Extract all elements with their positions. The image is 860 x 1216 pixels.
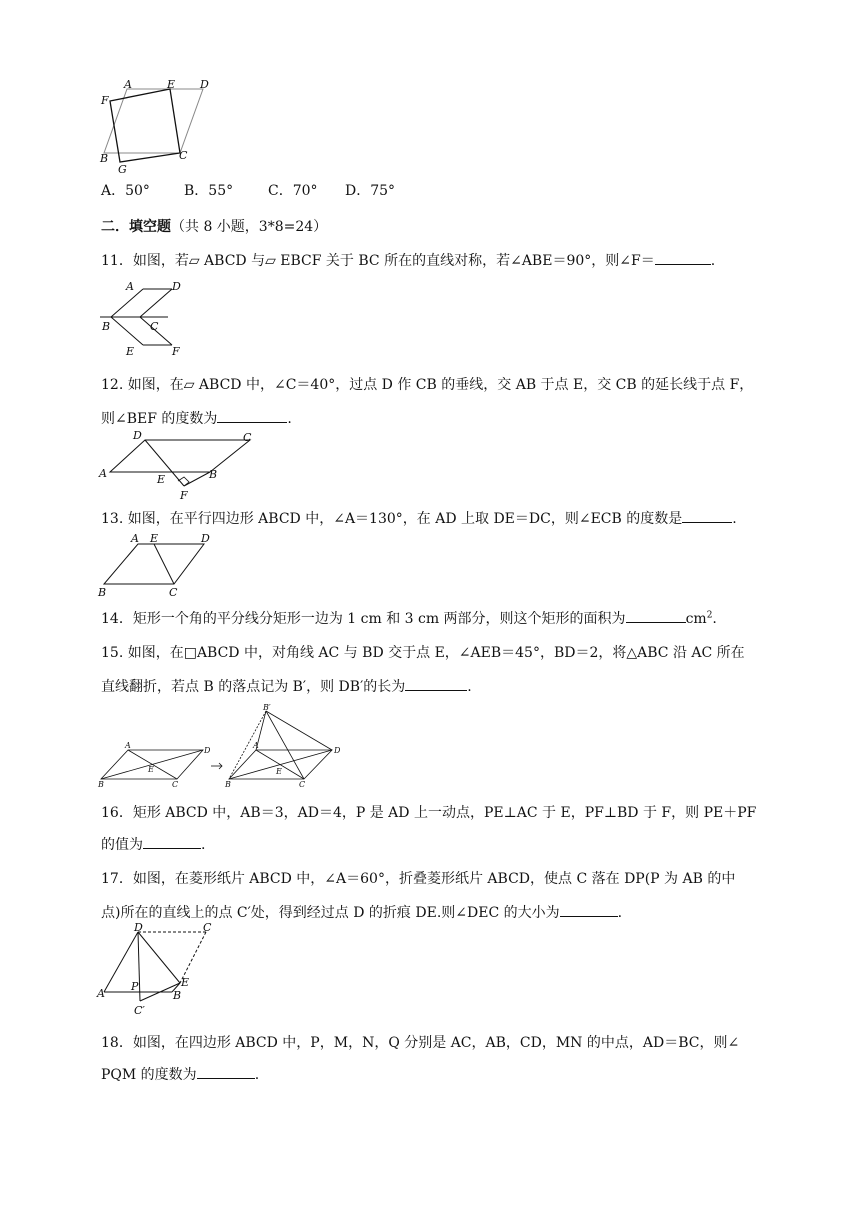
q13-text bbox=[101, 508, 737, 528]
q10-label-g: G bbox=[118, 163, 127, 176]
section-heading bbox=[101, 216, 327, 236]
q10-label-f: F bbox=[101, 94, 109, 107]
q10-label-d: D bbox=[200, 78, 209, 91]
q12-label-b: B bbox=[209, 468, 218, 481]
q12-label-a: A bbox=[99, 467, 107, 480]
q10-choice-a: A．50° bbox=[101, 183, 150, 199]
q15-right-label-b: B bbox=[225, 780, 231, 789]
q18-stem: PQM 的度数为 bbox=[101, 1067, 197, 1083]
q11-text bbox=[101, 250, 715, 270]
q11-label-b: B bbox=[102, 320, 111, 333]
q15-line1: 15. 如图，在□ABCD 中，对角线 AC 与 BD 交于点 E，∠AEB＝45°，BD＝2，将△ABC 沿 AC 所在 bbox=[101, 645, 745, 661]
q15-right-label-a: A bbox=[253, 741, 259, 750]
q15-right-label-bprime: B′ bbox=[263, 703, 271, 712]
q15-left-label-c: C bbox=[172, 780, 179, 789]
q12-label-e: E bbox=[157, 473, 166, 486]
q16-tail: . bbox=[201, 837, 206, 853]
section-subtitle: （共 8 小题，3*8=24） bbox=[171, 219, 328, 235]
q15-line2 bbox=[101, 676, 472, 696]
q17-label-c: C bbox=[203, 921, 212, 934]
q17-line2 bbox=[101, 902, 622, 922]
q17-label-p: P bbox=[131, 980, 139, 993]
q17-tail: . bbox=[617, 905, 623, 921]
q11-stem: 11．如图，若▱ ABCD 与▱ EBCF 关于 BC 所在的直线对称，若∠ABE＝90°，则∠F＝ bbox=[101, 253, 655, 269]
q18-tail: . bbox=[254, 1067, 260, 1083]
q13-answer-blank[interactable] bbox=[682, 510, 732, 523]
q12-line1: 12. 如图，在▱ ABCD 中，∠C＝40°，过点 D 作 CB 的垂线，交 AB 于点 E，交 CB 的延长线于点 F， bbox=[101, 377, 754, 393]
q14-unit-exponent: 2 bbox=[706, 610, 713, 621]
q13-figure bbox=[98, 530, 223, 602]
q16-line1: 16．矩形 ABCD 中，AB＝3，AD＝4，P 是 AD 上一动点，PE⊥AC 于 E，PF⊥BD 于 F，则 PE＋PF bbox=[101, 805, 757, 821]
q15-figure bbox=[98, 702, 358, 788]
q12-label-f: F bbox=[180, 489, 188, 502]
q10-label-a: A bbox=[124, 78, 132, 91]
q11-label-e: E bbox=[126, 345, 135, 358]
q12-figure bbox=[98, 428, 268, 500]
q13-tail: . bbox=[732, 511, 737, 527]
q11-label-c: C bbox=[150, 320, 159, 333]
q14-tail: . bbox=[712, 611, 717, 627]
q10-choices bbox=[101, 180, 395, 200]
q17-label-e: E bbox=[181, 976, 190, 989]
q16-stem: 的值为 bbox=[101, 837, 143, 853]
q17-label-d: D bbox=[134, 921, 143, 934]
q17-label-cprime: C′ bbox=[134, 1004, 145, 1017]
q15-stem: 直线翻折，若点 B 的落点记为 B′，则 DB′的长为 bbox=[101, 679, 406, 695]
q13-label-d: D bbox=[201, 532, 210, 545]
q12-label-c: C bbox=[243, 431, 252, 444]
q14-stem: 14．矩形一个角的平分线分矩形一边为 1 cm 和 3 cm 两部分，则这个矩形的面积为 bbox=[101, 611, 626, 627]
q15-tail: . bbox=[467, 679, 472, 695]
q10-figure bbox=[100, 80, 212, 176]
q10-label-b: B bbox=[100, 152, 109, 165]
q13-label-c: C bbox=[169, 586, 178, 599]
q18-line2 bbox=[101, 1064, 259, 1084]
q15-left-label-a: A bbox=[125, 741, 131, 750]
q17-answer-blank[interactable] bbox=[560, 904, 618, 917]
q15-answer-blank[interactable] bbox=[405, 678, 467, 691]
q10-choice-c: C．70° bbox=[268, 183, 318, 199]
q10-label-e: E bbox=[167, 78, 176, 91]
q17-label-b: B bbox=[173, 989, 182, 1002]
q15-right-label-d: D bbox=[334, 746, 341, 755]
q10-label-c: C bbox=[179, 149, 188, 162]
q15-right-label-e: E bbox=[276, 767, 282, 776]
q15-left-label-b: B bbox=[98, 780, 104, 789]
q13-label-b: B bbox=[98, 586, 107, 599]
q15-left-label-d: D bbox=[204, 746, 211, 755]
q17-stem: 点)所在的直线上的点 C′处，得到经过点 D 的折痕 DE.则∠DEC 的大小为 bbox=[101, 905, 560, 921]
q17-figure bbox=[96, 922, 218, 1016]
q10-choice-b: B．55° bbox=[184, 183, 234, 199]
q10-choice-d: D．75° bbox=[345, 183, 396, 199]
q12-label-d: D bbox=[133, 429, 142, 442]
q11-label-a: A bbox=[126, 280, 134, 293]
q16-line2 bbox=[101, 834, 205, 854]
q12-answer-blank[interactable] bbox=[217, 410, 287, 423]
q11-figure bbox=[100, 278, 190, 358]
q13-label-a: A bbox=[131, 532, 139, 545]
q14-unit: cm bbox=[685, 611, 707, 627]
q15-left-label-e: E bbox=[148, 765, 154, 774]
q14-text bbox=[101, 608, 717, 628]
q11-tail: . bbox=[710, 253, 716, 269]
q12-tail: . bbox=[287, 411, 292, 427]
q17-label-a: A bbox=[97, 987, 105, 1000]
q12-line2 bbox=[101, 408, 292, 428]
q11-label-d: D bbox=[172, 280, 181, 293]
q16-answer-blank[interactable] bbox=[143, 836, 201, 849]
q18-line1: 18．如图，在四边形 ABCD 中，P，M，N，Q 分别是 AC，AB，CD，MN 的中点，AD＝BC，则∠ bbox=[101, 1035, 740, 1051]
q18-answer-blank[interactable] bbox=[197, 1066, 255, 1079]
q17-line1: 17．如图，在菱形纸片 ABCD 中，∠A＝60°，折叠菱形纸片 ABCD，使点 C 落在 DP(P 为 AB 的中 bbox=[101, 871, 736, 887]
q15-right-label-c: C bbox=[299, 780, 306, 789]
q13-label-e: E bbox=[150, 532, 159, 545]
section-title: 二．填空题 bbox=[101, 219, 171, 235]
q11-answer-blank[interactable] bbox=[655, 252, 711, 265]
q14-answer-blank[interactable] bbox=[626, 610, 686, 623]
q12-stem: 则∠BEF 的度数为 bbox=[101, 411, 218, 427]
q11-label-f: F bbox=[172, 345, 180, 358]
q13-stem: 13. 如图，在平行四边形 ABCD 中，∠A＝130°，在 AD 上取 DE＝DC，则∠ECB 的度数是 bbox=[101, 511, 683, 527]
